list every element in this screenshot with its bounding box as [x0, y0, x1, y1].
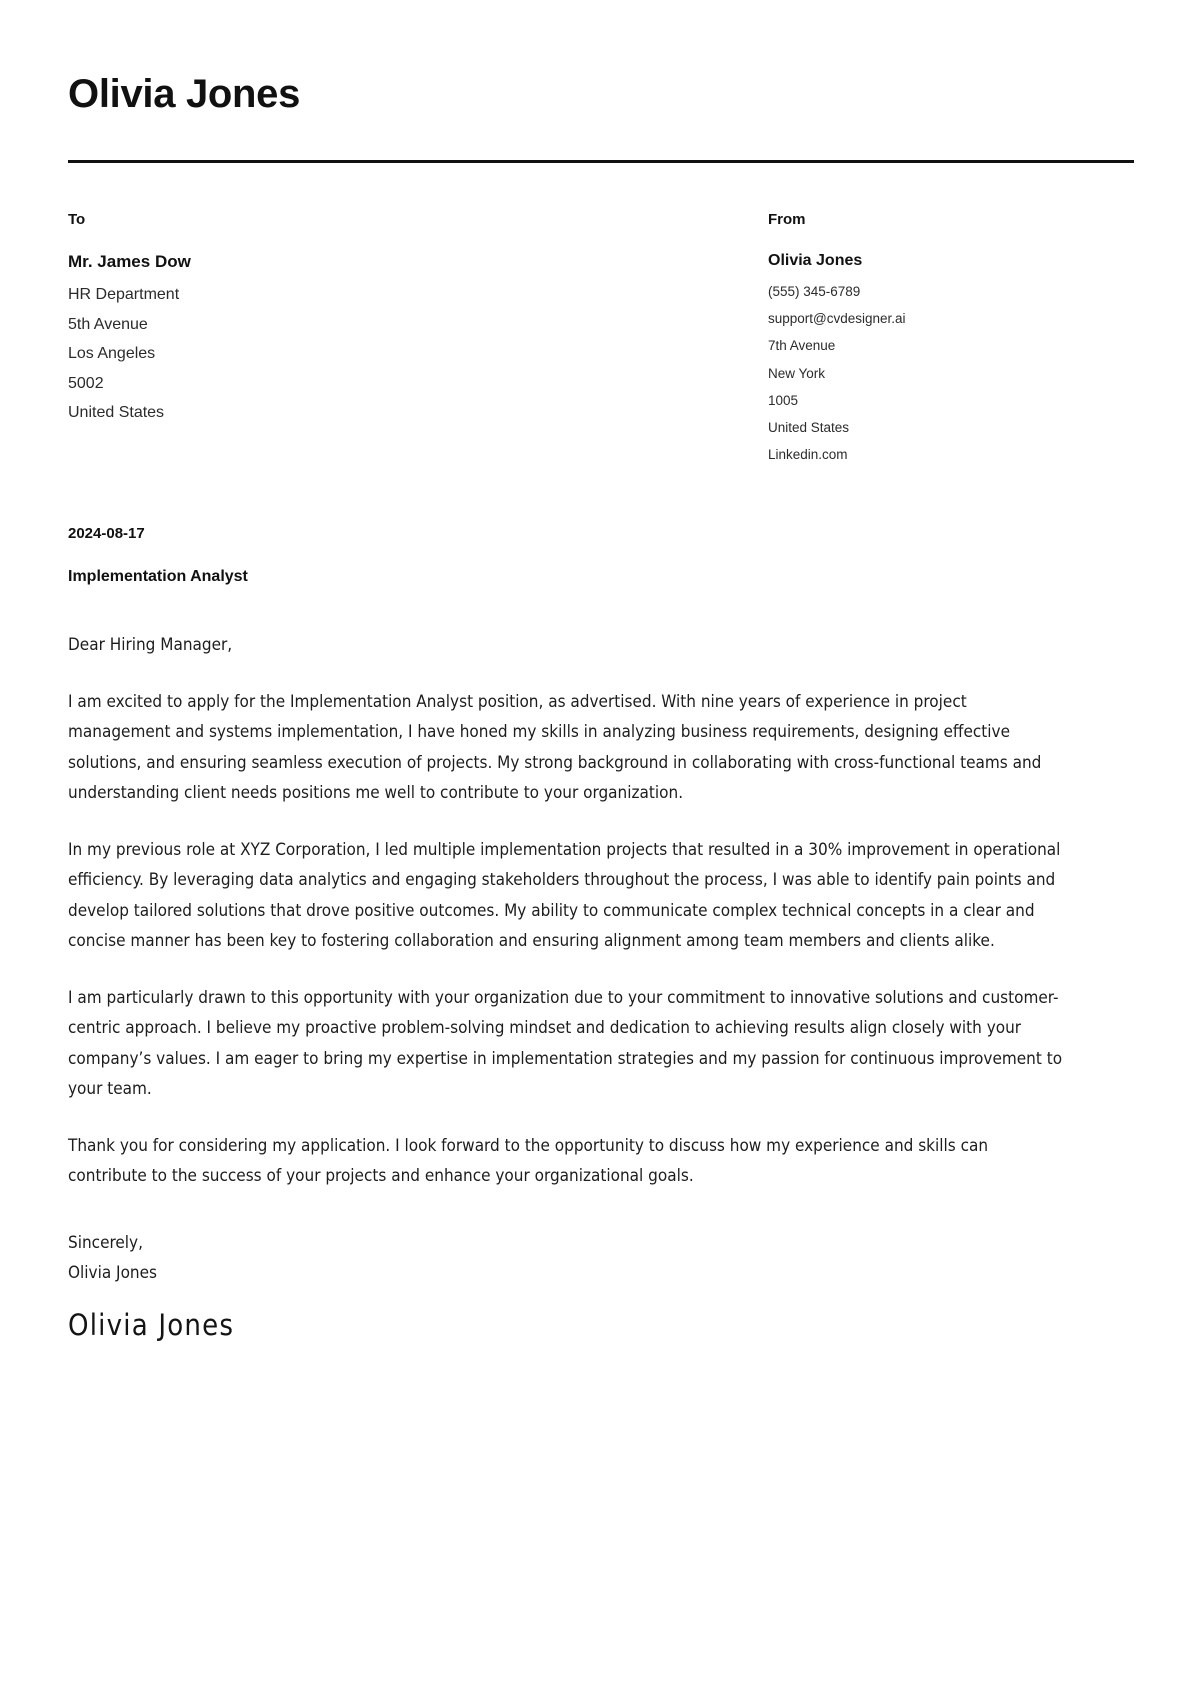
sender-line: United States	[768, 420, 850, 436]
header-divider	[68, 160, 1134, 163]
recipient-line: HR Department	[68, 286, 180, 304]
body-paragraph: I am excited to apply for the Implementation Analyst position, as advertised. With nine years of experience in project management and systems implementation, I have honed my skills in analyzing business requirements, designing effective solutions, and ensuring seamless execution of projects. My strong background in collaborating with cross-functional teams and understanding client needs positions me well to contribute to your organization.	[68, 692, 1042, 803]
sender-line: 7th Avenue	[768, 338, 836, 354]
recipient-line: United States	[68, 404, 165, 422]
sender-line: 1005	[768, 392, 799, 408]
recipient-column	[68, 211, 768, 469]
recipient-line: Los Angeles	[68, 345, 156, 363]
recipient-name: Mr. James Dow	[68, 252, 191, 271]
address-block	[68, 211, 1134, 469]
sender-phone: (555) 345-6789	[768, 283, 861, 299]
closing-block	[68, 1228, 1068, 1289]
salutation: Dear Hiring Manager,	[68, 634, 233, 655]
sender-line: New York	[768, 365, 826, 381]
closing-word: Sincerely,	[68, 1232, 143, 1253]
letter-subject: Implementation Analyst	[68, 567, 248, 585]
sender-name: Olivia Jones	[768, 252, 863, 269]
recipient-line: 5th Avenue	[68, 315, 148, 333]
body-paragraph: Thank you for considering my application. I look forward to the opportunity to discuss how my experience and skills can contribute to the success of your projects and enhance your organizational goals.	[68, 1136, 989, 1187]
recipient-heading: To	[68, 211, 86, 228]
letter-body	[68, 632, 1068, 1343]
sender-heading: From	[768, 211, 806, 228]
signature: Olivia Jones	[68, 1308, 235, 1343]
body-paragraph: I am particularly drawn to this opportunity with your organization due to your commitment to innovative solutions and customer-centric approach. I believe my proactive problem-solving mindset and dedication to achieving results align closely with your company’s values. I am eager to bring my expertise in implementation strategies and my passion for continuous improvement to your team.	[68, 988, 1063, 1099]
letter-header	[68, 66, 1134, 163]
recipient-line: 5002	[68, 374, 104, 392]
letter-meta	[68, 525, 1134, 586]
letter-date: 2024-08-17	[68, 524, 145, 542]
sender-linkedin: Linkedin.com	[768, 447, 848, 463]
sender-email: support@cvdesigner.ai	[768, 311, 906, 327]
sender-column	[768, 211, 1134, 469]
body-paragraph: In my previous role at XYZ Corporation, I led multiple implementation projects that resulted in a 30% improvement in operational efficiency. By leveraging data analytics and engaging stakeholders throughout the process, I was able to identify pain points and develop tailored solutions that drove positive outcomes. My ability to communicate complex technical concepts in a clear and concise manner has been key to fostering collaboration and ensuring alignment among team members and clients alike.	[68, 840, 1061, 951]
closing-name: Olivia Jones	[68, 1262, 158, 1283]
page-title: Olivia Jones	[68, 72, 301, 116]
